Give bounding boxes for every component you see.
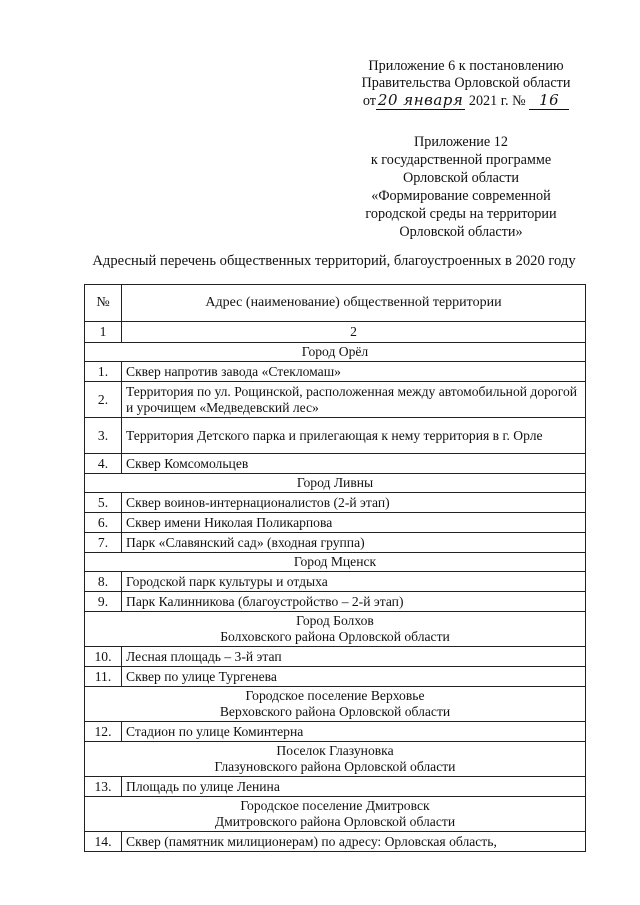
section-title-line: Городское поселение Верховье xyxy=(245,688,425,703)
program-line-5: городской среды на территории xyxy=(365,206,557,222)
row-territory: Стадион по улице Коминтерна xyxy=(122,722,586,742)
table-row xyxy=(85,418,586,454)
handwritten-date: 20 января xyxy=(377,91,464,109)
column-header-number: № xyxy=(85,285,122,322)
table-row xyxy=(85,382,586,418)
section-title xyxy=(85,797,586,832)
section-title xyxy=(85,612,586,647)
table-row xyxy=(85,454,586,474)
appendix-year: 2021 г. № xyxy=(468,93,526,109)
section-title xyxy=(85,687,586,722)
table-row xyxy=(85,777,586,797)
row-territory: Территория Детского парка и прилегающая к нему территория в г. Орле xyxy=(122,418,586,454)
section-title-line: Болховского района Орловской области xyxy=(220,629,450,644)
program-block xyxy=(338,133,584,241)
row-number: 7. xyxy=(85,533,122,553)
appendix-date-line xyxy=(346,92,586,110)
table-row xyxy=(85,493,586,513)
row-territory: Сквер напротив завода «Стекломаш» xyxy=(122,362,586,382)
section-row xyxy=(85,553,586,572)
row-territory: Парк «Славянский сад» (входная группа) xyxy=(122,533,586,553)
row-number: 12. xyxy=(85,722,122,742)
row-territory: Парк Калинникова (благоустройство – 2-й этап) xyxy=(122,592,586,612)
row-number: 13. xyxy=(85,777,122,797)
section-title-line: Город Мценск xyxy=(293,554,377,569)
section-title-line: Поселок Глазуновка xyxy=(276,743,394,758)
row-territory: Сквер воинов-интернационалистов (2-й этап) xyxy=(122,493,586,513)
row-number: 4. xyxy=(85,454,122,474)
table-header-row xyxy=(85,285,586,322)
handwritten-number: 16 xyxy=(529,92,569,110)
section-title-line: Город Болхов xyxy=(296,613,374,628)
section-title-line: Верховского района Орловской области xyxy=(219,704,451,719)
appendix-line-1: Приложение 6 к постановлению xyxy=(368,58,564,74)
list-heading: Адресный перечень общественных территорий, благоустроенных в 2020 году xyxy=(92,253,576,269)
program-line-6: Орловской области» xyxy=(399,224,523,240)
table-row xyxy=(85,513,586,533)
row-number: 3. xyxy=(85,418,122,454)
row-number: 2. xyxy=(85,382,122,418)
section-title xyxy=(85,343,586,362)
row-territory: Городской парк культуры и отдыха xyxy=(122,572,586,592)
row-number: 11. xyxy=(85,667,122,687)
territories-table xyxy=(84,284,586,852)
program-line-2: к государственной программе xyxy=(370,152,552,168)
section-row xyxy=(85,687,586,722)
table-row xyxy=(85,533,586,553)
section-title-line: Город Ливны xyxy=(296,475,374,490)
row-territory: Сквер по улице Тургенева xyxy=(122,667,586,687)
column-index-1: 1 xyxy=(85,322,122,343)
section-row xyxy=(85,343,586,362)
row-number: 1. xyxy=(85,362,122,382)
program-line-3: Орловской области xyxy=(402,170,520,186)
column-index-2: 2 xyxy=(122,322,586,343)
table-row xyxy=(85,572,586,592)
section-row xyxy=(85,797,586,832)
section-title-line: Дмитровского района Орловской области xyxy=(214,814,456,829)
section-title-line: Глазуновского района Орловской области xyxy=(214,759,456,774)
column-header-address: Адрес (наименование) общественной территории xyxy=(122,285,586,322)
table-row xyxy=(85,832,586,852)
program-line-4: «Формирование современной xyxy=(371,188,551,204)
row-territory: Сквер имени Николая Поликарпова xyxy=(122,513,586,533)
row-number: 10. xyxy=(85,647,122,667)
appendix-line-2: Правительства Орловской области xyxy=(361,75,571,91)
section-title-line: Город Орёл xyxy=(301,344,369,359)
table-row xyxy=(85,362,586,382)
section-row xyxy=(85,742,586,777)
row-number: 5. xyxy=(85,493,122,513)
table-row xyxy=(85,667,586,687)
row-number: 6. xyxy=(85,513,122,533)
row-number: 14. xyxy=(85,832,122,852)
table-row xyxy=(85,647,586,667)
row-number: 9. xyxy=(85,592,122,612)
row-number: 8. xyxy=(85,572,122,592)
column-index-row xyxy=(85,322,586,343)
appendix-block xyxy=(346,58,586,110)
appendix-from: от xyxy=(362,93,376,109)
row-territory: Территория по ул. Рощинской, расположенная между автомобильной дорогой и урочищем «Медведевский лес» xyxy=(122,382,586,418)
program-line-1: Приложение 12 xyxy=(414,134,508,150)
row-territory: Сквер Комсомольцев xyxy=(122,454,586,474)
section-title xyxy=(85,474,586,493)
section-title-line: Городское поселение Дмитровск xyxy=(240,798,430,813)
section-row xyxy=(85,474,586,493)
table-row xyxy=(85,592,586,612)
section-row xyxy=(85,612,586,647)
row-territory: Площадь по улице Ленина xyxy=(122,777,586,797)
section-title xyxy=(85,742,586,777)
section-title xyxy=(85,553,586,572)
row-territory: Лесная площадь – 3-й этап xyxy=(122,647,586,667)
row-territory: Сквер (памятник милиционерам) по адресу: Орловская область, xyxy=(122,832,586,852)
table-row xyxy=(85,722,586,742)
